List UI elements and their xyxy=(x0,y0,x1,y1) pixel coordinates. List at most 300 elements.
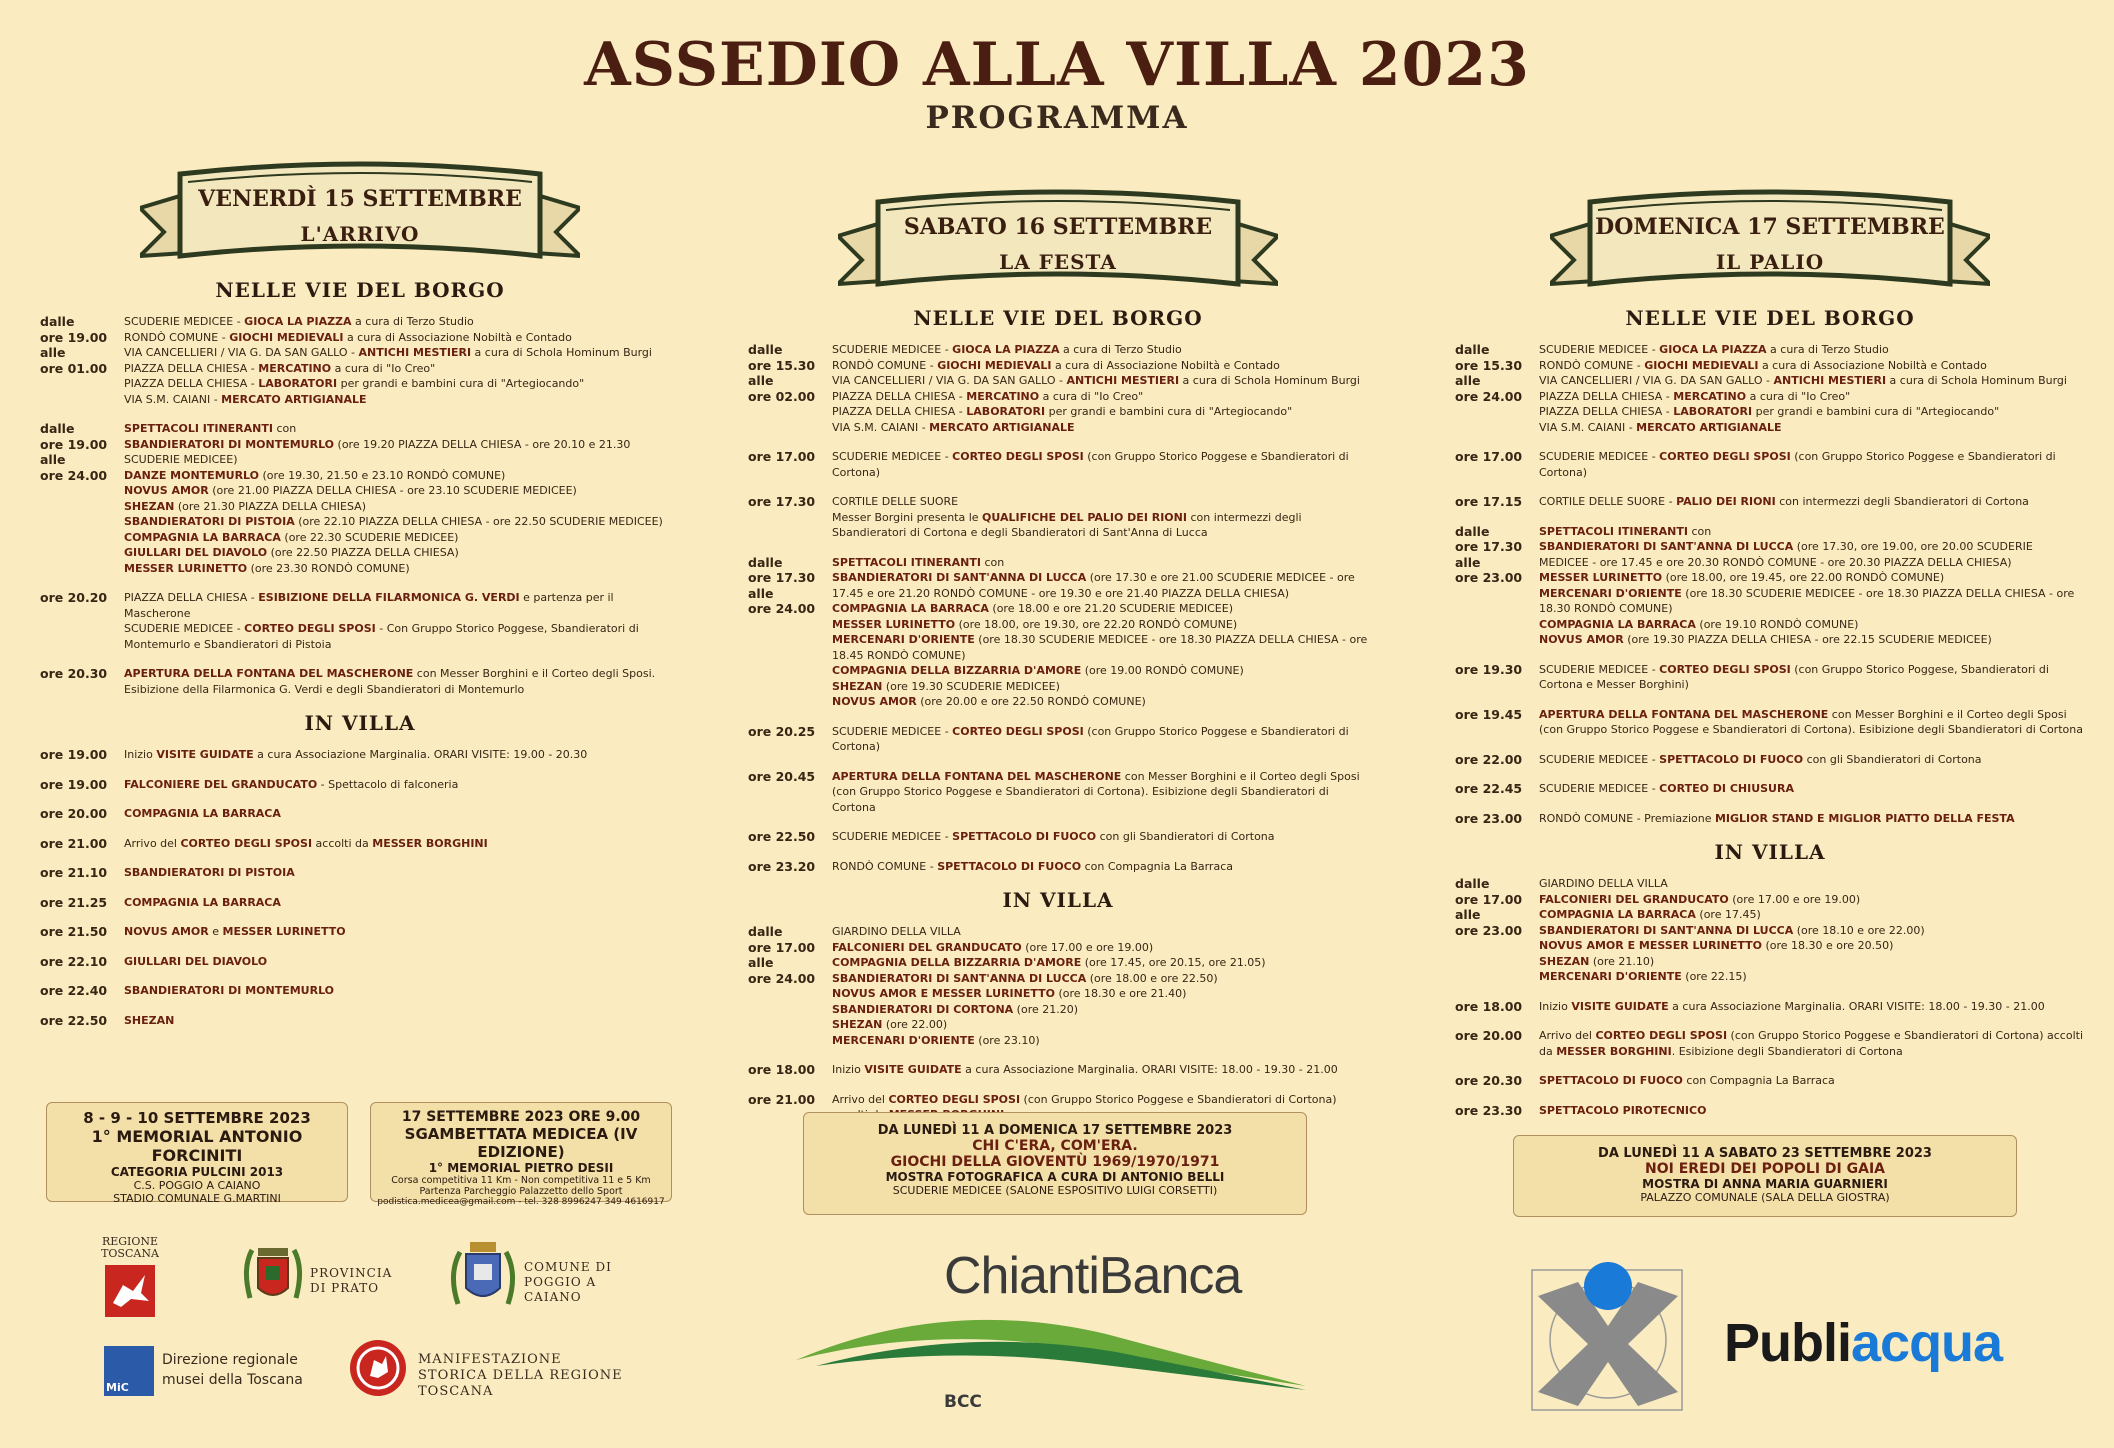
box-line: DA LUNEDÌ 11 A DOMENICA 17 SETTEMBRE 2023 xyxy=(877,1123,1233,1138)
box-line: MOSTRA DI ANNA MARIA GUARNIERI xyxy=(1642,1177,1888,1191)
schedule-entry xyxy=(1455,781,2085,797)
box-line: 1° MEMORIAL PIETRO DESII xyxy=(428,1161,614,1175)
schedule-entry xyxy=(40,666,680,697)
comune-poggio-logo xyxy=(446,1238,616,1320)
ribbon-icon xyxy=(838,188,1278,300)
entry-line: DANZE MONTEMURLO (ore 19.30, 21.50 e 23.10 RONDÒ COMUNE) xyxy=(124,468,506,482)
entry-text xyxy=(832,1062,1368,1078)
mic-square-icon xyxy=(104,1346,154,1396)
entry-time xyxy=(40,421,124,576)
provincia-prato-logo xyxy=(238,1238,408,1318)
publiacqua-logo xyxy=(1528,1256,2008,1422)
time-line: ore 24.00 xyxy=(40,467,108,483)
entry-time xyxy=(748,724,832,755)
entry-text xyxy=(124,314,680,407)
time-line: ore 24.00 xyxy=(748,601,816,616)
entry-line: RONDÒ COMUNE - GIOCHI MEDIEVALI a cura di Associazione Nobiltà e Contado xyxy=(832,358,1280,372)
entry-line: VIA S.M. CAIANI - MERCATO ARTIGIANALE xyxy=(124,392,367,406)
entry-text xyxy=(124,954,680,970)
entry-line: PIAZZA DELLA CHIESA - LABORATORI per grandi e bambini cura di "Artegiocando" xyxy=(832,405,1293,418)
entry-line: SCUDERIE MEDICEE - CORTEO DEGLI SPOSI - Con Gruppo Storico Poggese, Sbandieratori di Montemurlo e Sbandieratori di Pistoia xyxy=(124,622,639,651)
box-line: SGAMBETTATA MEDICEA (IV EDIZIONE) xyxy=(404,1125,638,1161)
entry-line: SHEZAN (ore 22.00) xyxy=(832,1018,948,1031)
bcc-label: BCC xyxy=(944,1392,982,1412)
entry-line: GIARDINO DELLA VILLA xyxy=(832,925,961,938)
mic-label: MiC xyxy=(106,1381,129,1394)
time-line: ore 20.30 xyxy=(40,666,108,681)
comune-crest-icon xyxy=(446,1238,522,1320)
entry-time xyxy=(1455,876,1539,985)
entry-text xyxy=(1539,1103,2085,1119)
entry-line: VIA S.M. CAIANI - MERCATO ARTIGIANALE xyxy=(1539,420,1782,434)
time-line: ore 22.40 xyxy=(40,983,108,998)
box-line: PALAZZO COMUNALE (SALA DELLA GIOSTRA) xyxy=(1640,1191,1890,1204)
entry-time xyxy=(1455,494,1539,510)
schedule-entry xyxy=(1455,811,2085,827)
entry-line: SBANDIERATORI DI SANT'ANNA DI LUCCA (ore 18.00 e ore 22.50) xyxy=(832,971,1218,985)
time-line: dalle xyxy=(748,554,783,570)
box-line: SCUDERIE MEDICEE (SALONE ESPOSITIVO LUIGI CORSETTI) xyxy=(892,1184,1218,1197)
box-line: MOSTRA FOTOGRAFICA A CURA DI ANTONIO BELLI xyxy=(885,1170,1225,1184)
entry-text xyxy=(1539,524,2085,648)
entry-time xyxy=(1455,1103,1539,1119)
provincia-crest-icon xyxy=(238,1238,308,1318)
entry-time xyxy=(748,769,832,816)
direzione-label: Direzione regionale musei della Toscana xyxy=(162,1352,303,1388)
entry-line: COMPAGNIA LA BARRACA (ore 19.10 RONDÒ COMUNE) xyxy=(1539,617,1859,631)
schedule-entry xyxy=(748,859,1368,875)
time-line: ore 19.45 xyxy=(1455,706,1523,722)
schedule-entry xyxy=(748,724,1368,755)
time-line: ore 21.10 xyxy=(40,865,108,880)
entry-line: VIA CANCELLIERI / VIA G. DA SAN GALLO - ANTICHI MESTIERI a cura di Schola Hominum Burgi xyxy=(1539,374,2067,387)
entry-text xyxy=(1539,494,2085,510)
entry-time xyxy=(748,1062,832,1078)
schedule-entry xyxy=(40,895,680,911)
entry-text xyxy=(832,342,1368,435)
regione-label: REGIONE TOSCANA xyxy=(101,1235,159,1260)
entry-line: Inizio VISITE GUIDATE a cura Associazione Marginalia. ORARI VISITE: 19.00 - 20.30 xyxy=(124,748,588,761)
day-banner xyxy=(838,188,1278,300)
time-line: ore 24.00 xyxy=(1455,388,1523,404)
time-line: dalle xyxy=(748,342,783,357)
entry-time xyxy=(748,829,832,845)
entry-time xyxy=(748,924,832,1048)
entry-line: PIAZZA DELLA CHIESA - ESIBIZIONE DELLA FILARMONICA G. VERDI e partenza per il Mascherone xyxy=(124,591,614,620)
day-column-saturday xyxy=(748,188,1368,1137)
box-line: 17 SETTEMBRE 2023 ORE 9.00 xyxy=(401,1109,641,1125)
publiacqua-wordmark xyxy=(1724,1312,2002,1374)
acqua-text: acqua xyxy=(1851,1313,2003,1373)
schedule-entry xyxy=(1455,449,2085,480)
entry-line: COMPAGNIA LA BARRACA (ore 22.30 SCUDERIE MEDICEE) xyxy=(124,530,459,544)
time-line: ore 22.45 xyxy=(1455,781,1523,796)
time-line: alle xyxy=(1455,554,1481,570)
schedule-entry xyxy=(40,777,680,793)
entry-line: CORTILE DELLE SUORE xyxy=(832,495,959,508)
time-line: dalle xyxy=(40,314,75,329)
entry-text xyxy=(124,590,680,652)
entry-time xyxy=(40,924,124,940)
entry-line: SCUDERIE MEDICEE - GIOCA LA PIAZZA a cura di Terzo Studio xyxy=(832,343,1182,356)
entry-line: SCUDERIE MEDICEE - CORTEO DI CHIUSURA xyxy=(1539,782,1794,795)
entry-text xyxy=(124,983,680,999)
schedule-entry xyxy=(40,924,680,940)
entry-line: COMPAGNIA DELLA BIZZARRIA D'AMORE (ore 19.00 RONDÒ COMUNE) xyxy=(832,664,1244,677)
entry-line: COMPAGNIA LA BARRACA (ore 18.00 e ore 21.20 SCUDERIE MEDICEE) xyxy=(832,602,1233,615)
box-line: 1° MEMORIAL ANTONIO FORCINITI xyxy=(91,1127,303,1165)
schedule-entry xyxy=(748,769,1368,816)
entry-time xyxy=(1455,1073,1539,1089)
schedule-entry xyxy=(40,806,680,822)
schedule-entry xyxy=(1455,752,2085,768)
schedule-entry xyxy=(1455,707,2085,738)
section-title: IN VILLA xyxy=(304,711,416,735)
time-line: dalle xyxy=(1455,523,1490,539)
entry-text xyxy=(1539,342,2085,435)
entry-line: CORTILE DELLE SUORE - PALIO DEI RIONI con intermezzi degli Sbandieratori di Cortona xyxy=(1539,495,2029,508)
schedule-entry xyxy=(1455,1103,2085,1119)
entry-time xyxy=(40,747,124,763)
entry-line: NOVUS AMOR E MESSER LURINETTO (ore 18.30 e ore 21.40) xyxy=(832,987,1187,1000)
entry-line: SCUDERIE MEDICEE - CORTEO DEGLI SPOSI (con Gruppo Storico Poggese, Sbandieratori di Cortona e Messer Borghini) xyxy=(1539,662,2049,691)
entry-line: SHEZAN xyxy=(124,1013,175,1027)
entry-line: MESSER LURINETTO (ore 23.30 RONDÒ COMUNE) xyxy=(124,561,410,575)
time-line: ore 20.00 xyxy=(1455,1028,1523,1043)
entry-line: VIA S.M. CAIANI - MERCATO ARTIGIANALE xyxy=(832,420,1075,434)
box-line: Corsa competitiva 11 Km - Non competitiva 11 e 5 Km xyxy=(391,1175,651,1186)
box-line: Partenza Parcheggio Palazzetto dello Sport xyxy=(419,1186,623,1197)
entry-time xyxy=(1455,999,1539,1015)
time-line: ore 22.50 xyxy=(748,829,816,844)
entry-text xyxy=(832,829,1368,845)
entry-line: SPETTACOLO DI FUOCO con Compagnia La Barraca xyxy=(1539,1074,1835,1087)
entry-line: MERCENARI D'ORIENTE (ore 18.30 SCUDERIE MEDICEE - ore 18.30 PIAZZA DELLA CHIESA - ore 18.30 RONDÒ COMUNE) xyxy=(1539,586,2075,615)
chiantibanca-label: ChiantiBanca xyxy=(944,1247,1242,1305)
schedule-entry xyxy=(40,747,680,763)
entry-line: Inizio VISITE GUIDATE a cura Associazione Marginalia. ORARI VISITE: 18.00 - 19.30 - 21.00 xyxy=(1539,999,2045,1013)
entry-text xyxy=(1539,876,2085,985)
entry-line: SHEZAN (ore 19.30 SCUDERIE MEDICEE) xyxy=(832,679,1060,693)
schedule-entry xyxy=(40,865,680,881)
schedule-entry xyxy=(748,449,1368,480)
entry-line: Arrivo del CORTEO DEGLI SPOSI accolti da MESSER BORGHINI xyxy=(124,836,488,850)
entry-line: MESSER LURINETTO (ore 18.00, ore 19.45, ore 22.00 RONDÒ COMUNE) xyxy=(1539,571,1945,584)
memorial-forciniti-box xyxy=(46,1102,348,1205)
time-line: ore 23.00 xyxy=(1455,570,1523,585)
entry-line: SBANDIERATORI DI SANT'ANNA DI LUCCA (ore 17.30, ore 19.00, ore 20.00 SCUDERIE MEDICEE - ore 17.45 e ore 20.30 RONDÒ COMUNE - ore 20.30 PIAZZA DELLA CHIESA) xyxy=(1539,540,2033,569)
entry-line: NOVUS AMOR e MESSER LURINETTO xyxy=(124,925,346,938)
time-line: ore 23.00 xyxy=(1455,810,1523,826)
time-line: ore 20.00 xyxy=(40,806,108,821)
entry-line: MERCENARI D'ORIENTE (ore 23.10) xyxy=(832,1033,1040,1047)
box-line: CHI C'ERA, COM'ERA. xyxy=(972,1138,1138,1154)
time-line: ore 17.00 xyxy=(1455,449,1523,464)
entry-text xyxy=(832,724,1368,755)
entry-time xyxy=(40,895,124,911)
day-banner xyxy=(140,160,580,272)
entry-time xyxy=(1455,1028,1539,1059)
schedule-entry xyxy=(748,1062,1368,1078)
entry-line: Inizio VISITE GUIDATE a cura Associazione Marginalia. ORARI VISITE: 18.00 - 19.30 - 21.00 xyxy=(832,1063,1338,1076)
poster-title: ASSEDIO ALLA VILLA 2023 xyxy=(584,30,1530,100)
time-line: ore 19.30 xyxy=(1455,661,1523,677)
entry-line: SHEZAN (ore 21.10) xyxy=(1539,954,1655,968)
schedule-entry xyxy=(1455,494,2085,510)
entry-line: PIAZZA DELLA CHIESA - LABORATORI per grandi e bambini cura di "Artegiocando" xyxy=(1539,405,2000,418)
time-line: ore 17.30 xyxy=(748,494,816,509)
comune-label: COMUNE DI POGGIO A CAIANO xyxy=(524,1260,612,1304)
entry-line: SBANDIERATORI DI MONTEMURLO (ore 19.20 PIAZZA DELLA CHIESA - ore 20.10 e 21.30 SCUDERIE MEDICEE) xyxy=(124,437,631,466)
entry-line: APERTURA DELLA FONTANA DEL MASCHERONE con Messer Borghini e il Corteo degli Sposi (con Gruppo Storico Poggese e Sbandieratori di Cortona). Esibizione degli Sbandieratori di Cortona xyxy=(1539,707,2083,736)
entry-text xyxy=(124,895,680,911)
entry-line: SHEZAN (ore 21.30 PIAZZA DELLA CHIESA) xyxy=(124,499,366,513)
entry-time xyxy=(40,806,124,822)
provincia-label: PROVINCIA DI PRATO xyxy=(310,1266,393,1295)
entry-time xyxy=(748,859,832,875)
regione-toscana-logo xyxy=(98,1236,162,1319)
schedule-entry xyxy=(748,924,1368,1048)
time-line: ore 22.10 xyxy=(40,953,108,969)
schedule-entry xyxy=(748,555,1368,710)
entry-text xyxy=(124,1013,680,1029)
entry-line: SPETTACOLI ITINERANTI con xyxy=(1539,524,1712,538)
entry-line: SBANDIERATORI DI SANT'ANNA DI LUCCA (ore 17.30 e ore 21.00 SCUDERIE MEDICEE - ore 17.45 e ore 21.20 RONDÒ COMUNE - ore 19.30 e ore 21.40 PIAZZA DELLA CHIESA) xyxy=(832,571,1355,600)
entry-line: RONDÒ COMUNE - SPETTACOLO DI FUOCO con Compagnia La Barraca xyxy=(832,859,1233,873)
entry-line: PIAZZA DELLA CHIESA - MERCATINO a cura di "Io Creo" xyxy=(832,389,1144,403)
time-line: ore 20.20 xyxy=(40,590,108,605)
time-line: ore 17.00 xyxy=(748,939,816,955)
entry-time xyxy=(1455,707,1539,738)
entry-line: SCUDERIE MEDICEE - CORTEO DEGLI SPOSI (con Gruppo Storico Poggese e Sbandieratori di Cortona) xyxy=(1539,450,2056,479)
schedule-entry xyxy=(1455,1028,2085,1059)
time-line: ore 17.00 xyxy=(1455,891,1523,907)
entry-time xyxy=(40,865,124,881)
schedule-entry xyxy=(1455,876,2085,985)
entry-text xyxy=(124,924,680,940)
ribbon-icon xyxy=(1550,188,1990,300)
time-line: ore 02.00 xyxy=(748,388,816,404)
entry-time xyxy=(40,777,124,793)
time-line: ore 15.30 xyxy=(1455,357,1523,373)
time-line: alle xyxy=(748,373,774,388)
schedule-entry xyxy=(40,314,680,407)
time-line: ore 15.30 xyxy=(748,357,816,373)
manifestazione-seal-icon xyxy=(348,1338,408,1398)
time-line: ore 21.50 xyxy=(40,924,108,939)
entry-time xyxy=(40,590,124,652)
box-line: C.S. POGGIO A CAIANO xyxy=(133,1179,261,1192)
entry-text xyxy=(124,865,680,881)
schedule-entry xyxy=(40,983,680,999)
entry-line: FALCONIERE DEL GRANDUCATO - Spettacolo di falconeria xyxy=(124,777,459,791)
entry-line: MERCENARI D'ORIENTE (ore 22.15) xyxy=(1539,970,1747,983)
day-subtitle: IL PALIO xyxy=(1715,250,1825,274)
publiacqua-emblem-icon xyxy=(1528,1256,1688,1422)
mic-logo xyxy=(104,1346,304,1396)
entry-time xyxy=(1455,449,1539,480)
entry-line: COMPAGNIA LA BARRACA xyxy=(124,807,281,820)
entry-line: RONDÒ COMUNE - GIOCHI MEDIEVALI a cura di Associazione Nobiltà e Contado xyxy=(124,330,572,344)
box-line: NOI EREDI DEI POPOLI DI GAIA xyxy=(1645,1161,1885,1177)
entry-time xyxy=(748,449,832,480)
entry-text xyxy=(1539,1028,2085,1059)
entry-text xyxy=(1539,811,2085,827)
poster-subtitle: PROGRAMMA xyxy=(925,100,1189,136)
entry-text xyxy=(1539,999,2085,1015)
publi-text: Publi xyxy=(1724,1313,1851,1373)
entry-line: APERTURA DELLA FONTANA DEL MASCHERONE con Messer Borghini e il Corteo degli Sposi (con Gruppo Storico Poggese e Sbandieratori di Cortona). Esibizione degli Sbandieratori di Cortona xyxy=(832,769,1360,814)
section-title: IN VILLA xyxy=(1002,888,1114,912)
entry-text xyxy=(1539,781,2085,797)
entry-time xyxy=(40,954,124,970)
schedule-entry xyxy=(1455,524,2085,648)
schedule-entry xyxy=(40,590,680,652)
chiantibanca-logo xyxy=(796,1246,1316,1426)
entry-time xyxy=(1455,524,1539,648)
time-line: ore 17.15 xyxy=(1455,494,1523,509)
entry-text xyxy=(124,747,680,763)
time-line: ore 21.00 xyxy=(40,835,108,851)
time-line: ore 20.30 xyxy=(1455,1073,1523,1088)
pegasus-shield-icon xyxy=(103,1263,157,1319)
time-line: dalle xyxy=(1455,876,1490,891)
entry-line: FALCONIERI DEL GRANDUCATO (ore 17.00 e ore 19.00) xyxy=(832,940,1154,954)
entry-line: RONDÒ COMUNE - Premiazione MIGLIOR STAND E MIGLIOR PIATTO DELLA FESTA xyxy=(1539,811,2015,825)
entry-line: Arrivo del CORTEO DEGLI SPOSI (con Gruppo Storico Poggese e Sbandieratori di Cortona) accolti da MESSER BORGHINI. Esibizione degli Sbandieratori di Cortona xyxy=(1539,1029,2083,1058)
entry-line: PIAZZA DELLA CHIESA - MERCATINO a cura di "Io Creo" xyxy=(1539,389,1851,403)
entry-line: COMPAGNIA DELLA BIZZARRIA D'AMORE (ore 17.45, ore 20.15, ore 21.05) xyxy=(832,956,1266,969)
entry-text xyxy=(124,806,680,822)
entry-text xyxy=(1539,707,2085,738)
schedule-entry xyxy=(1455,342,2085,435)
entry-text xyxy=(1539,752,2085,768)
schedule-entry xyxy=(40,1013,680,1029)
entry-line: SCUDERIE MEDICEE - CORTEO DEGLI SPOSI (con Gruppo Storico Poggese e Sbandieratori di Cortona) xyxy=(832,450,1349,479)
entry-line: Arrivo del CORTEO DEGLI SPOSI (con Gruppo Storico Poggese e Sbandieratori di Cortona) xyxy=(832,1092,1337,1106)
section-title: IN VILLA xyxy=(1714,840,1826,864)
time-line: ore 18.00 xyxy=(748,1062,816,1077)
entry-text xyxy=(832,449,1368,480)
time-line: alle xyxy=(40,345,66,360)
entry-time xyxy=(40,314,124,407)
time-line: dalle xyxy=(1455,342,1490,357)
entry-text xyxy=(124,666,680,697)
time-line: ore 19.00 xyxy=(40,747,108,762)
entry-text xyxy=(124,777,680,793)
entry-line: SBANDIERATORI DI PISTOIA xyxy=(124,866,295,879)
manifestazione-storica-logo xyxy=(348,1338,623,1400)
day-column-sunday xyxy=(1455,188,2085,1132)
entry-text xyxy=(832,859,1368,875)
schedule-entry xyxy=(1455,662,2085,693)
schedule-entry xyxy=(40,421,680,576)
box-line: DA LUNEDÌ 11 A SABATO 23 SETTEMBRE 2023 xyxy=(1598,1146,1932,1161)
entry-time xyxy=(748,494,832,541)
time-line: ore 17.00 xyxy=(748,449,816,464)
time-line: ore 17.30 xyxy=(748,570,816,585)
entry-time xyxy=(1455,342,1539,435)
time-line: ore 21.25 xyxy=(40,894,108,910)
entry-line: SBANDIERATORI DI CORTONA (ore 21.20) xyxy=(832,1002,1079,1016)
schedule-entry xyxy=(748,342,1368,435)
section-title: NELLE VIE DEL BORGO xyxy=(215,278,505,302)
time-line: ore 01.00 xyxy=(40,360,108,376)
entry-time xyxy=(1455,781,1539,797)
entry-line: GIULLARI DEL DIAVOLO (ore 22.50 PIAZZA DELLA CHIESA) xyxy=(124,546,459,559)
entry-line: GIARDINO DELLA VILLA xyxy=(1539,877,1668,890)
schedule-entry xyxy=(40,954,680,970)
entry-line: VIA CANCELLIERI / VIA G. DA SAN GALLO - ANTICHI MESTIERI a cura di Schola Hominum Burgi xyxy=(832,374,1360,387)
time-line: alle xyxy=(1455,907,1481,922)
time-line: ore 22.50 xyxy=(40,1012,108,1028)
entry-line: SPETTACOLI ITINERANTI con xyxy=(832,555,1005,569)
box-line: STADIO COMUNALE G.MARTINI xyxy=(113,1192,281,1205)
time-line: ore 23.20 xyxy=(748,858,816,874)
day-subtitle: LA FESTA xyxy=(999,250,1117,274)
mostra-gaia-box xyxy=(1513,1135,2017,1217)
mostra-giochi-box xyxy=(803,1112,1307,1215)
schedule-entry xyxy=(40,836,680,852)
day-banner xyxy=(1550,188,1990,300)
entry-time xyxy=(40,1013,124,1029)
entry-text xyxy=(832,924,1368,1048)
entry-line: SPETTACOLI ITINERANTI con xyxy=(124,422,297,435)
entry-line: Messer Borgini presenta le QUALIFICHE DEL PALIO DEI RIONI con intermezzi degli Sbandieratori di Cortona e degli Sbandieratori di Sant'Anna di Lucca xyxy=(832,510,1302,539)
time-line: ore 19.00 xyxy=(40,329,108,345)
entry-time xyxy=(1455,811,1539,827)
time-line: alle xyxy=(40,452,66,467)
time-line: ore 18.00 xyxy=(1455,998,1523,1014)
time-line: ore 17.30 xyxy=(1455,539,1523,554)
entry-line: COMPAGNIA LA BARRACA (ore 17.45) xyxy=(1539,908,1761,921)
entry-line: MERCENARI D'ORIENTE (ore 18.30 SCUDERIE MEDICEE - ore 18.30 PIAZZA DELLA CHIESA - ore 18.45 RONDÒ COMUNE) xyxy=(832,633,1368,662)
entry-line: SBANDIERATORI DI MONTEMURLO xyxy=(124,984,335,997)
entry-time xyxy=(748,342,832,435)
box-line: 8 - 9 - 10 SETTEMBRE 2023 xyxy=(83,1109,311,1127)
entry-line: SCUDERIE MEDICEE - GIOCA LA PIAZZA a cura di Terzo Studio xyxy=(124,315,474,328)
entry-line: SPETTACOLO PIROTECNICO xyxy=(1539,1103,1707,1117)
time-line: alle xyxy=(1455,373,1481,388)
entry-text xyxy=(832,769,1368,816)
schedule-entry xyxy=(748,494,1368,541)
entry-line: SCUDERIE MEDICEE - GIOCA LA PIAZZA a cura di Terzo Studio xyxy=(1539,343,1889,356)
time-line: dalle xyxy=(748,924,783,939)
day-subtitle: L'ARRIVO xyxy=(300,222,420,246)
entry-text xyxy=(832,555,1368,710)
entry-time xyxy=(40,836,124,852)
entry-line: SCUDERIE MEDICEE - SPETTACOLO DI FUOCO con gli Sbandieratori di Cortona xyxy=(1539,752,1982,766)
section-title: NELLE VIE DEL BORGO xyxy=(913,306,1203,330)
time-line: ore 23.30 xyxy=(1455,1102,1523,1118)
sgambettata-box xyxy=(370,1102,672,1207)
entry-text xyxy=(1539,449,2085,480)
entry-line: SCUDERIE MEDICEE - CORTEO DEGLI SPOSI (con Gruppo Storico Poggese e Sbandieratori di Cortona) xyxy=(832,724,1349,753)
entry-text xyxy=(124,836,680,852)
box-line: podistica.medicea@gmail.com - tel. 328 8996247 349 4616917 xyxy=(377,1197,665,1207)
day-title: SABATO 16 SETTEMBRE xyxy=(903,214,1213,240)
time-line: dalle xyxy=(40,421,75,436)
time-line: ore 24.00 xyxy=(748,970,816,986)
time-line: alle xyxy=(748,955,774,970)
entry-line: VIA CANCELLIERI / VIA G. DA SAN GALLO - ANTICHI MESTIERI a cura di Schola Hominum Burgi xyxy=(124,346,652,359)
section-title: NELLE VIE DEL BORGO xyxy=(1625,306,1915,330)
time-line: ore 21.00 xyxy=(748,1091,816,1107)
schedule-entry xyxy=(1455,1073,2085,1089)
entry-text xyxy=(1539,1073,2085,1089)
entry-time xyxy=(748,555,832,710)
entry-line: PIAZZA DELLA CHIESA - LABORATORI per grandi e bambini cura di "Artegiocando" xyxy=(124,377,585,390)
